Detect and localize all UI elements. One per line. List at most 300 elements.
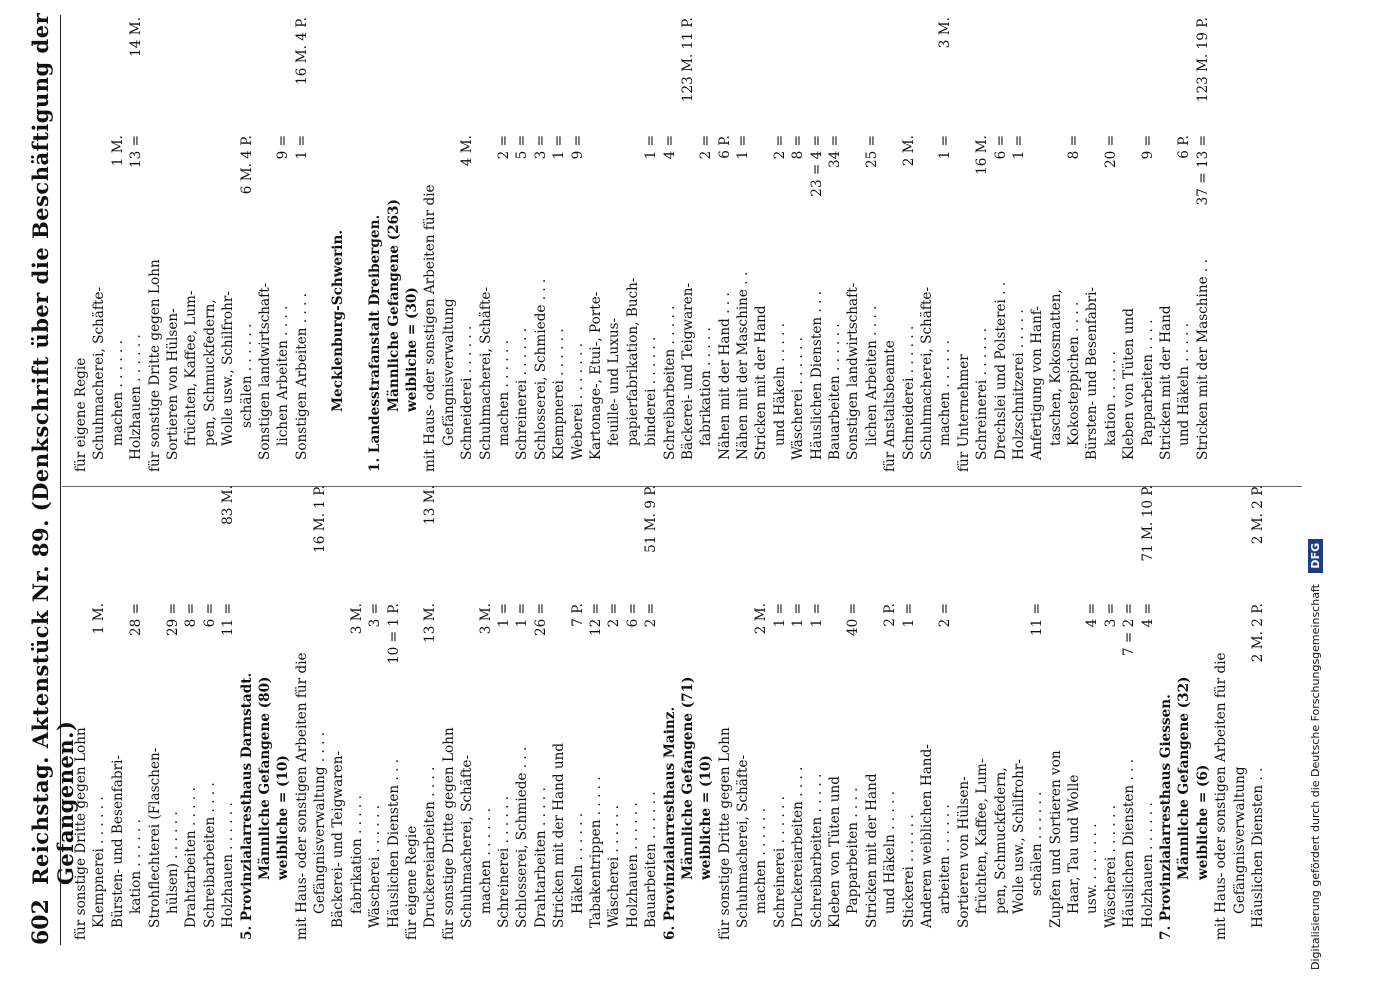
row-count: 6 M. 4 P. bbox=[238, 135, 255, 195]
row-label: Kleben von Tüten und bbox=[827, 776, 844, 928]
table-row bbox=[311, 17, 329, 472]
table-row bbox=[329, 485, 347, 940]
table-row bbox=[513, 17, 531, 472]
row-count: 3 = bbox=[532, 135, 549, 160]
table-row bbox=[844, 17, 862, 472]
table-row bbox=[238, 17, 256, 472]
row-label: Stricken mit der Hand bbox=[753, 305, 770, 460]
row-label: arbeiten . . . . . . bbox=[937, 804, 954, 914]
table-row bbox=[550, 17, 568, 472]
row-count: 6 = bbox=[201, 603, 218, 628]
row-total: 16 M. 1 P. bbox=[312, 485, 329, 553]
row-count: 2 M. 2 P. bbox=[1250, 603, 1266, 663]
table-row bbox=[569, 485, 587, 940]
row-count: 5 = bbox=[514, 135, 531, 160]
row-label: Schuhmacherei, Schäfte- bbox=[459, 754, 476, 928]
row-count: 6 = bbox=[992, 135, 1009, 160]
table-row bbox=[1249, 485, 1267, 940]
row-label: mit Haus- oder sonstigen Arbeiten für die bbox=[293, 652, 310, 940]
row-count: 2 = bbox=[643, 603, 660, 628]
table-row bbox=[293, 485, 311, 940]
table-row bbox=[366, 17, 384, 472]
row-label: Drahtarbeiten . . . . . bbox=[532, 787, 549, 928]
table-row bbox=[1157, 485, 1175, 940]
row-label: Bauarbeiten . . . . . . bbox=[827, 323, 844, 460]
table-row bbox=[109, 17, 127, 472]
table-row bbox=[587, 485, 605, 940]
row-label: machen . . . . . . bbox=[109, 339, 126, 446]
row-label: Wäscherei . . . . . . bbox=[790, 336, 807, 460]
running-title: Reichstag. Aktenstück Nr. 89. (Denkschrift über die Beschäftigung der Gefangenen.) bbox=[28, 12, 78, 885]
table-row bbox=[440, 485, 458, 940]
row-label: für eigene Regie bbox=[73, 357, 89, 472]
table-row bbox=[550, 485, 568, 940]
row-count: 23 = 4 = bbox=[808, 135, 825, 197]
table-row bbox=[808, 485, 826, 940]
row-label: Papparbeiten . . . . bbox=[1139, 319, 1156, 446]
row-label: Schneiderei . . . . . . bbox=[900, 325, 917, 460]
row-label: und Häkeln . . . . . bbox=[771, 322, 788, 446]
row-count: 1 = bbox=[293, 135, 310, 160]
row-count: 2 = bbox=[606, 603, 623, 628]
row-count: 20 = bbox=[1102, 135, 1119, 169]
row-count: 25 = bbox=[863, 135, 880, 169]
row-label: Klempnerei . . . . . . bbox=[551, 328, 568, 460]
row-label: pen, Schmuckfedern, bbox=[992, 767, 1009, 914]
row-label: weibliche = (10) bbox=[698, 755, 715, 880]
table-row bbox=[716, 17, 734, 472]
row-label: weibliche = (6) bbox=[1194, 764, 1211, 880]
row-label: Schreibarbeiten . . . . . bbox=[808, 773, 825, 928]
row-count: 4 = bbox=[1139, 603, 1156, 628]
row-label: Bäckerei- und Teigwaren- bbox=[679, 282, 696, 460]
row-label: Sortieren von Hülsen- bbox=[955, 776, 972, 928]
table-row bbox=[146, 485, 164, 940]
row-label: Sonstigen Arbeiten . . . . bbox=[293, 292, 310, 460]
row-label: 5. Provinzialarresthaus Darmstadt. bbox=[238, 672, 255, 940]
table-row bbox=[458, 485, 476, 940]
row-label: Stricken mit der Hand bbox=[1158, 305, 1175, 460]
table-row bbox=[182, 17, 200, 472]
table-row bbox=[881, 485, 899, 940]
row-label: Anderen weiblichen Hand- bbox=[918, 744, 935, 928]
row-label: Schuhmacherei, Schäfte- bbox=[91, 286, 108, 460]
table-row bbox=[293, 17, 311, 472]
table-row bbox=[513, 485, 531, 940]
row-label: Drahtarbeiten . . . . . bbox=[183, 787, 200, 928]
digitization-stamp bbox=[1308, 539, 1323, 970]
row-label: Wäscherei . . . . . . bbox=[606, 804, 623, 928]
row-count: 1 = bbox=[551, 135, 568, 160]
table-row bbox=[661, 485, 679, 940]
table-row bbox=[219, 17, 237, 472]
row-label: fabrikation . . . . . bbox=[698, 327, 715, 446]
row-label: Häuslichen Diensten . . bbox=[1250, 767, 1266, 928]
row-label: Schreibarbeiten . . . . . bbox=[661, 305, 678, 460]
digitization-note: Digitalisierung gefördert durch die Deutsche Forschungsgemeinschaft bbox=[1309, 584, 1322, 970]
row-label: Schlosserei, Schmiede . . . bbox=[532, 278, 549, 460]
table-row bbox=[1083, 485, 1101, 940]
row-total: 83 M. bbox=[220, 485, 237, 525]
row-label: Wolle usw., Schilfrohr- bbox=[220, 291, 237, 446]
table-row bbox=[90, 485, 108, 940]
table-row bbox=[182, 485, 200, 940]
row-label: Druckereiarbeiten . . . . bbox=[422, 766, 439, 928]
table-row bbox=[256, 17, 274, 472]
row-label: Holzschnitzerei . . . . . bbox=[1010, 309, 1027, 460]
row-count: 7 = 2 = bbox=[1121, 603, 1138, 657]
table-row bbox=[1139, 485, 1157, 940]
table-row bbox=[1194, 17, 1212, 472]
table-row bbox=[274, 17, 292, 472]
row-label: lichen Arbeiten . . . . bbox=[863, 305, 880, 446]
table-row bbox=[734, 17, 752, 472]
row-total: 16 M. 4 P. bbox=[293, 17, 310, 85]
table-row bbox=[90, 17, 108, 472]
table-row bbox=[752, 17, 770, 472]
table-row bbox=[1010, 485, 1028, 940]
row-label: kation . . . . . . bbox=[128, 819, 145, 914]
table-row bbox=[348, 17, 366, 472]
table-row bbox=[789, 17, 807, 472]
row-label: und Häkeln . . . . . bbox=[1176, 322, 1193, 446]
row-label: Drechslei und Polsterei . . bbox=[992, 281, 1009, 460]
row-label: Stickerei . . . . . . bbox=[900, 814, 917, 928]
table-row bbox=[274, 485, 292, 940]
row-label: Männliche Gefangene (32) bbox=[1176, 676, 1193, 880]
row-count: 4 M. bbox=[459, 135, 476, 167]
row-count: 1 = bbox=[514, 603, 531, 628]
row-label: Gefängnisverwaltung bbox=[1231, 766, 1248, 914]
row-count: 28 = bbox=[128, 603, 145, 637]
table-row bbox=[734, 485, 752, 940]
row-label: Bürsten- und Besenfabri- bbox=[1084, 286, 1101, 460]
row-count: 9 = bbox=[1139, 135, 1156, 160]
table-row bbox=[1065, 17, 1083, 472]
table-row bbox=[72, 485, 90, 940]
row-label: Männliche Gefangene (71) bbox=[679, 676, 696, 880]
table-row bbox=[127, 485, 145, 940]
row-label: Anfertigung von Hanf- bbox=[1029, 306, 1046, 460]
table-row bbox=[1139, 17, 1157, 472]
row-count: 12 = bbox=[587, 603, 604, 637]
row-total: 2 M. 2 P. bbox=[1250, 485, 1266, 545]
table-row bbox=[605, 485, 623, 940]
row-label: Holzhauen . . . . . . bbox=[128, 334, 145, 460]
row-count: 6 = bbox=[624, 603, 641, 628]
table-row bbox=[1175, 485, 1193, 940]
row-label: machen . . . . . . bbox=[753, 807, 770, 914]
row-label: hülsen) . . . . . . bbox=[164, 811, 181, 914]
row-label: Zupfen und Sortieren von bbox=[1047, 750, 1064, 928]
page-number: 602 bbox=[28, 899, 54, 945]
table-row bbox=[164, 17, 182, 472]
row-label: Nähen mit der Maschine . . bbox=[735, 271, 752, 460]
row-label: für sonstige Dritte gegen Lohn bbox=[146, 259, 163, 472]
row-label: Tabakentrippen . . . . . bbox=[587, 776, 604, 928]
row-count: 1 = bbox=[735, 135, 752, 160]
row-label: Sortieren von Hülsen- bbox=[164, 308, 181, 460]
table-row bbox=[1047, 485, 1065, 940]
table-row bbox=[973, 17, 991, 472]
table-row bbox=[421, 485, 439, 940]
table-row bbox=[936, 485, 954, 940]
row-label: lichen Arbeiten . . . . bbox=[275, 305, 292, 446]
table-row bbox=[900, 485, 918, 940]
row-count: 1 = bbox=[771, 603, 788, 628]
row-label: und Häkeln . . . . . bbox=[882, 790, 899, 914]
table-row bbox=[918, 485, 936, 940]
table-row bbox=[716, 485, 734, 940]
row-label: mit Haus- oder sonstigen Arbeiten für die bbox=[422, 184, 439, 472]
table-row bbox=[844, 485, 862, 940]
row-count: 2 M. bbox=[900, 135, 917, 167]
row-label: Gefängnisverwaltung . . . . bbox=[312, 731, 329, 914]
row-label: Stricken mit der Hand und bbox=[551, 742, 568, 928]
row-label: für sonstige Dritte gegen Lohn bbox=[73, 727, 89, 940]
row-label: Kokosteppichen . . . . bbox=[1066, 301, 1083, 446]
table-row bbox=[477, 17, 495, 472]
row-count: 1 = bbox=[790, 603, 807, 628]
row-label: Wäscherei . . . . . . bbox=[367, 804, 384, 928]
row-label: Wolle usw., Schilfrohr- bbox=[1010, 759, 1027, 914]
row-label: Kleben von Tüten und bbox=[1121, 308, 1138, 460]
row-label: weibliche = (30) bbox=[404, 287, 421, 412]
row-label: weibliche = (10) bbox=[275, 755, 292, 880]
table-row bbox=[1120, 17, 1138, 472]
row-total: 14 M. bbox=[128, 17, 145, 57]
table-row bbox=[1083, 17, 1101, 472]
row-total: 13 M. bbox=[422, 485, 439, 525]
right-column bbox=[72, 17, 1212, 472]
table-row bbox=[624, 485, 642, 940]
table-row bbox=[697, 485, 715, 940]
table-row bbox=[955, 485, 973, 940]
row-label: Mecklenburg-Schwerin. bbox=[330, 229, 347, 412]
table-row bbox=[1028, 17, 1046, 472]
row-label: Häuslichen Diensten . . . bbox=[385, 758, 402, 928]
row-label: machen . . . . . . bbox=[477, 807, 494, 914]
table-row bbox=[1157, 17, 1175, 472]
row-label: 7. Provinzialarresthaus Giessen. bbox=[1158, 694, 1175, 940]
table-row bbox=[72, 17, 90, 472]
row-label: Sonstigen landwirtschaft- bbox=[845, 282, 862, 460]
row-count: 1 M. bbox=[109, 135, 126, 167]
row-count: 29 = bbox=[164, 603, 181, 637]
row-label: Bauarbeiten . . . . . . bbox=[643, 791, 660, 928]
row-count: 16 M. bbox=[974, 135, 991, 175]
row-total: 51 M. 9 P. bbox=[643, 485, 660, 553]
row-label: für Unternehmer bbox=[955, 354, 972, 472]
row-label: für Anstaltsbeamte bbox=[882, 340, 899, 472]
row-label: binderei . . . . . . bbox=[643, 336, 660, 446]
table-row bbox=[164, 485, 182, 940]
row-label: usw. . . . . . . . bbox=[1084, 823, 1101, 914]
table-row bbox=[1047, 17, 1065, 472]
row-total: 71 M. 10 P. bbox=[1139, 485, 1156, 562]
row-label: Gefängnisverwaltung bbox=[440, 298, 457, 446]
row-count: 9 = bbox=[275, 135, 292, 160]
row-count: 37 = 13 = bbox=[1194, 135, 1211, 206]
row-count: 11 = bbox=[1029, 603, 1046, 637]
row-label: Häuslichen Diensten . . . bbox=[1121, 758, 1138, 928]
row-count: 8 = bbox=[1066, 135, 1083, 160]
table-row bbox=[1028, 485, 1046, 940]
row-label: Schlosserei, Schmiede . . . bbox=[514, 746, 531, 928]
row-label: für eigene Regie bbox=[404, 825, 421, 940]
table-row bbox=[532, 17, 550, 472]
row-label: Papparbeiten . . . . bbox=[845, 787, 862, 914]
table-row bbox=[1175, 17, 1193, 472]
table-row bbox=[146, 17, 164, 472]
table-row bbox=[348, 485, 366, 940]
row-label: Kartonage-, Etui-, Porte- bbox=[587, 291, 604, 460]
row-count: 3 M. bbox=[348, 603, 365, 635]
row-label: Schreibarbeiten . . . . bbox=[201, 782, 218, 928]
row-label: schälen . . . . . . bbox=[1029, 791, 1046, 896]
row-label: fabrikation . . . . . bbox=[348, 795, 365, 914]
table-row bbox=[458, 17, 476, 472]
row-label: kation . . . . . . bbox=[1102, 351, 1119, 446]
row-count: 6 P. bbox=[1176, 135, 1193, 159]
table-row bbox=[1212, 485, 1230, 940]
row-label: 6. Provinzialarresthaus Mainz. bbox=[661, 706, 678, 940]
row-count: 1 M. bbox=[91, 603, 108, 635]
table-row bbox=[532, 485, 550, 940]
row-label: mit Haus- oder sonstigen Arbeiten für die bbox=[1213, 652, 1230, 940]
table-row bbox=[1102, 485, 1120, 940]
table-row bbox=[127, 17, 145, 472]
row-count: 10 = 1 P. bbox=[385, 603, 402, 665]
table-row bbox=[955, 17, 973, 472]
table-row bbox=[329, 17, 347, 472]
row-label: Schuhmacherei, Schäfte- bbox=[918, 286, 935, 460]
row-label: Strohflechterei (Flaschen- bbox=[146, 747, 163, 928]
table-row bbox=[789, 485, 807, 940]
row-count: 2 = bbox=[771, 135, 788, 160]
table-row bbox=[109, 485, 127, 940]
left-column bbox=[72, 485, 1267, 940]
table-row bbox=[697, 17, 715, 472]
row-label: Holzhauen . . . . . . bbox=[624, 802, 641, 928]
row-count: 6 P. bbox=[716, 135, 733, 159]
row-count: 34 = bbox=[827, 135, 844, 169]
row-label: Häkeln . . . . . . bbox=[569, 812, 586, 914]
row-label: Schuhmacherei, Schäfte- bbox=[477, 286, 494, 460]
table-row bbox=[385, 485, 403, 940]
row-count: 1 = bbox=[808, 603, 825, 628]
table-row bbox=[881, 17, 899, 472]
table-row bbox=[1065, 485, 1083, 940]
row-label: früchten, Kaffee, Lum- bbox=[974, 758, 991, 914]
row-count: 2 M. bbox=[753, 603, 770, 635]
row-count: 9 = bbox=[569, 135, 586, 160]
row-label: machen . . . . . . bbox=[937, 339, 954, 446]
row-count: 3 M. bbox=[477, 603, 494, 635]
table-row bbox=[1231, 485, 1249, 940]
row-count: 13 M. bbox=[422, 603, 439, 643]
row-count: 1 = bbox=[900, 603, 917, 628]
row-count: 4 = bbox=[1084, 603, 1101, 628]
table-row bbox=[624, 17, 642, 472]
table-row bbox=[642, 485, 660, 940]
table-row bbox=[1102, 17, 1120, 472]
row-count: 13 = bbox=[128, 135, 145, 169]
table-row bbox=[495, 17, 513, 472]
row-count: 2 = bbox=[698, 135, 715, 160]
row-count: 1 = bbox=[1010, 135, 1027, 160]
row-total: 3 M. bbox=[937, 17, 954, 49]
row-count: 8 = bbox=[790, 135, 807, 160]
row-label: Klempnerei . . . . . . bbox=[91, 796, 108, 928]
table-row bbox=[495, 485, 513, 940]
row-label: Wäscherei . . . . . . bbox=[1102, 804, 1119, 928]
table-row bbox=[1194, 485, 1212, 940]
row-label: Schreinerei . . . . . . bbox=[974, 327, 991, 460]
table-row bbox=[679, 17, 697, 472]
row-label: 1. Landesstrafanstalt Dreibergen. bbox=[367, 214, 384, 472]
row-count: 3 = bbox=[367, 603, 384, 628]
row-label: Sonstigen landwirtschaft- bbox=[256, 282, 273, 460]
table-row bbox=[661, 17, 679, 472]
row-count: 7 P. bbox=[569, 603, 586, 627]
table-row bbox=[918, 17, 936, 472]
row-label: früchten, Kaffee, Lum- bbox=[183, 290, 200, 446]
table-row bbox=[1120, 485, 1138, 940]
row-total: 123 M. 19 P. bbox=[1194, 17, 1211, 103]
row-count: 2 = bbox=[495, 135, 512, 160]
row-label: Druckereiarbeiten . . . . bbox=[790, 766, 807, 928]
header-rule bbox=[60, 15, 61, 945]
table-row bbox=[219, 485, 237, 940]
row-label: für sonstige Dritte gegen Lohn bbox=[440, 727, 457, 940]
row-label: Häuslichen Diensten . . . bbox=[808, 290, 825, 460]
row-label: Bürsten- und Besenfabri- bbox=[109, 754, 126, 928]
row-count: 1 = bbox=[643, 135, 660, 160]
row-count: 2 = bbox=[937, 603, 954, 628]
table-row bbox=[311, 485, 329, 940]
row-label: Schuhmacherei, Schäfte- bbox=[735, 754, 752, 928]
table-row bbox=[863, 17, 881, 472]
table-row bbox=[771, 485, 789, 940]
row-label: Schreinerei . . . . . . bbox=[771, 795, 788, 928]
table-row bbox=[256, 485, 274, 940]
table-row bbox=[366, 485, 384, 940]
table-row bbox=[403, 485, 421, 940]
row-count: 3 = bbox=[1102, 603, 1119, 628]
table-row bbox=[587, 17, 605, 472]
table-row bbox=[826, 485, 844, 940]
table-row bbox=[1010, 17, 1028, 472]
row-count: 1 = bbox=[937, 135, 954, 160]
table-row bbox=[440, 17, 458, 472]
table-row bbox=[900, 17, 918, 472]
table-row bbox=[385, 17, 403, 472]
row-label: machen . . . . . . bbox=[495, 339, 512, 446]
table-row bbox=[679, 485, 697, 940]
row-label: Stricken mit der Hand bbox=[863, 773, 880, 928]
row-label: für sonstige Dritte gegen Lohn bbox=[716, 727, 733, 940]
row-count: 40 = bbox=[845, 603, 862, 637]
table-row bbox=[826, 17, 844, 472]
row-label: Haar, Tau und Wolle bbox=[1066, 774, 1083, 914]
row-label: Holzhauen . . . . . . bbox=[220, 802, 237, 928]
row-count: 8 = bbox=[183, 603, 200, 628]
table-row bbox=[936, 17, 954, 472]
dfg-badge: DFG bbox=[1308, 539, 1323, 573]
table-row bbox=[421, 17, 439, 472]
row-label: Nähen mit der Hand . . . bbox=[716, 292, 733, 460]
